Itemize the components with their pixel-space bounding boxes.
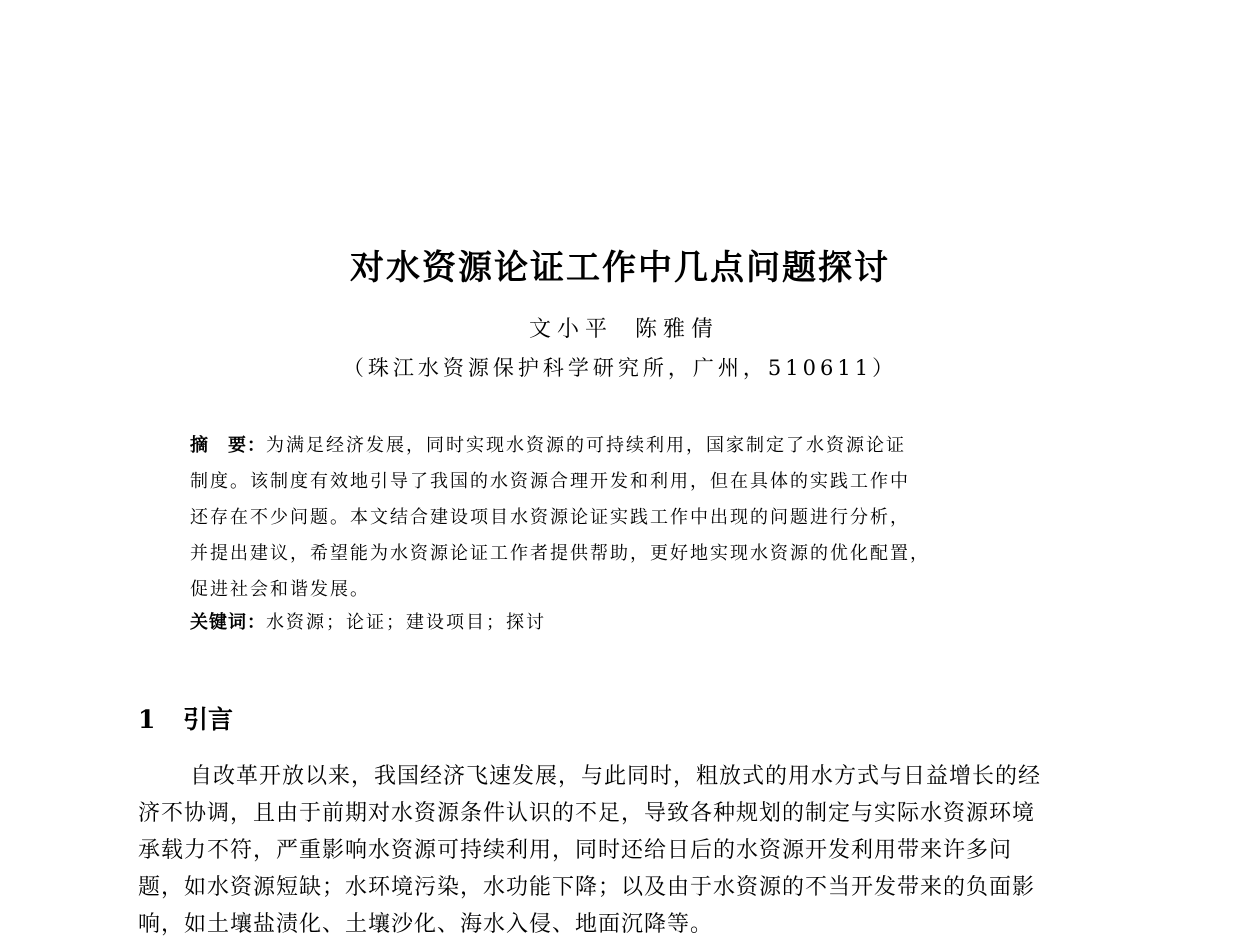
paper-title: 对水资源论证工作中几点问题探讨 xyxy=(350,248,890,288)
section-heading xyxy=(138,700,233,736)
keywords xyxy=(190,608,546,634)
abstract-label: 摘 要： xyxy=(190,435,266,456)
abstract-line: 还存在不少问题。本文结合建设项目水资源论证实践工作中出现的问题进行分析， xyxy=(190,507,910,528)
abstract-line xyxy=(190,428,1060,464)
section-number: 1 xyxy=(138,705,156,734)
body-line: 济不协调，且由于前期对水资源条件认识的不足，导致各种规划的制定与实际水资源环境 xyxy=(138,801,1036,826)
body-line: 响，如土壤盐渍化、土壤沙化、海水入侵、地面沉降等。 xyxy=(138,912,714,937)
author-list xyxy=(0,312,1248,343)
body-line: 自改革开放以来，我国经济飞速发展，与此同时，粗放式的用水方式与日益增长的经 xyxy=(190,764,1042,789)
author-name: 文小平 xyxy=(528,317,613,342)
abstract-line: 促进社会和谐发展。 xyxy=(190,579,370,600)
abstract-line: 制度。该制度有效地引导了我国的水资源合理开发和利用，但在具体的实践工作中 xyxy=(190,471,910,492)
abstract-text: 为满足经济发展，同时实现水资源的可持续利用，国家制定了水资源论证 xyxy=(266,435,906,456)
keywords-text: 水资源；论证；建设项目；探讨 xyxy=(266,612,546,633)
section-title: 引言 xyxy=(183,705,234,734)
author-affiliation: （珠江水资源保护科学研究所，广州，510611） xyxy=(342,356,898,380)
section-body xyxy=(138,758,1098,943)
abstract xyxy=(190,428,1060,608)
abstract-line: 并提出建议，希望能为水资源论证工作者提供帮助，更好地实现水资源的优化配置， xyxy=(190,543,930,564)
keywords-label: 关键词： xyxy=(190,612,266,633)
body-line: 题，如水资源短缺；水环境污染，水功能下降；以及由于水资源的不当开发带来的负面影 xyxy=(138,875,1036,900)
author-name: 陈雅倩 xyxy=(635,317,720,342)
body-line: 承载力不符，严重影响水资源可持续利用，同时还给日后的水资源开发利用带来许多问 xyxy=(138,838,1013,863)
